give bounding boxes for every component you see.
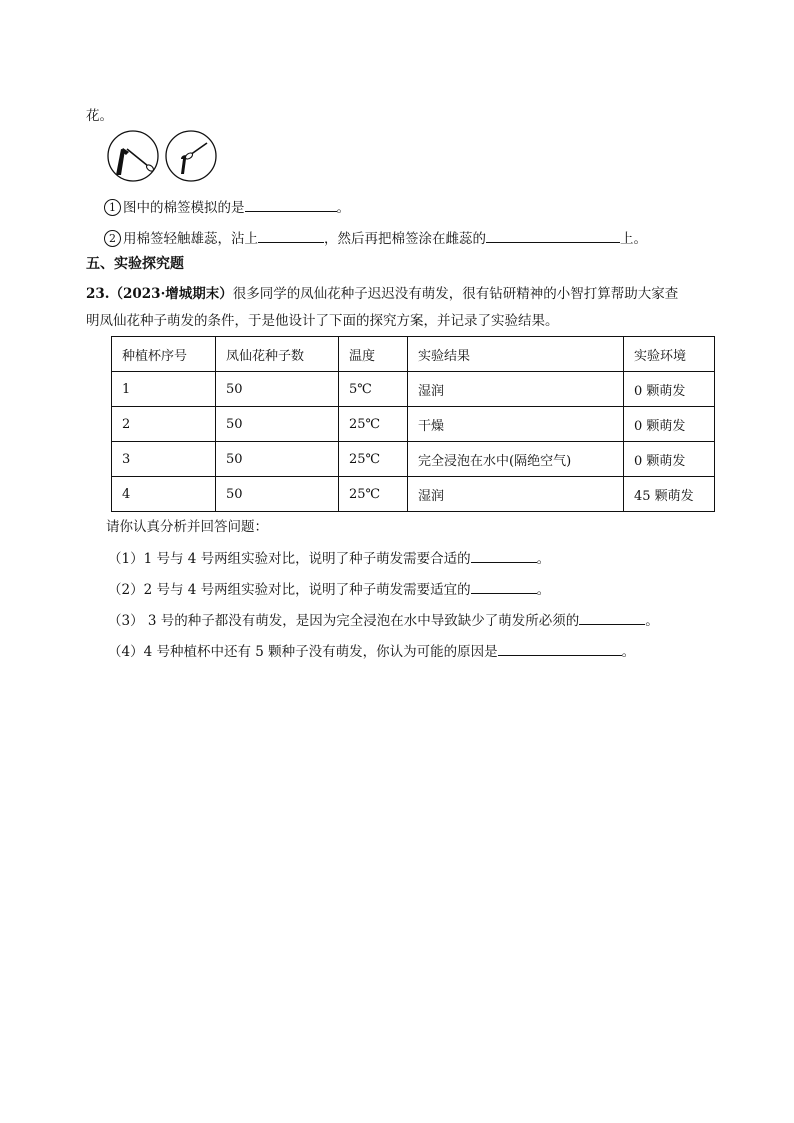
table-cell: 50 — [216, 372, 339, 407]
cotton-swab-on-pistil-icon — [166, 131, 216, 181]
problem-source: （2023·增城期末） — [109, 286, 233, 302]
table-header: 温度 — [339, 337, 408, 372]
table-header: 实验环境 — [624, 337, 715, 372]
answer-blank-q1[interactable] — [471, 549, 537, 563]
table-row — [112, 372, 715, 407]
table-row — [112, 407, 715, 442]
analysis-prompt: 请你认真分析并回答问题： — [106, 519, 268, 535]
table-header-row — [112, 337, 715, 372]
table-cell: 50 — [216, 477, 339, 512]
table-cell: 干燥 — [408, 407, 624, 442]
table-cell: 0 颗萌发 — [624, 407, 715, 442]
table-cell: 2 — [112, 407, 216, 442]
answer-blank-q4[interactable] — [498, 642, 622, 656]
table-cell: 50 — [216, 407, 339, 442]
answer-blank-q2[interactable] — [471, 580, 537, 594]
sub-question-4: （4）4 号种植杯中还有 5 颗种子没有萌发，你认为可能的原因是 。 — [108, 644, 636, 660]
pollination-figure — [104, 128, 220, 184]
table-cell: 3 — [112, 442, 216, 477]
question-1-number: 1 — [104, 199, 121, 216]
table-cell: 4 — [112, 477, 216, 512]
table-cell: 45 颗萌发 — [624, 477, 715, 512]
problem-number: 23. — [86, 286, 110, 302]
answer-blank-2a[interactable] — [258, 229, 324, 243]
table-header: 凤仙花种子数 — [216, 337, 339, 372]
table-cell: 0 颗萌发 — [624, 442, 715, 477]
answer-blank-1[interactable] — [245, 198, 337, 212]
table-cell: 25℃ — [339, 407, 408, 442]
problem-line-2: 明凤仙花种子萌发的条件，于是他设计了下面的探究方案，并记录了实验结果。 — [86, 313, 559, 329]
intro-fragment: 花。 — [86, 108, 113, 124]
table-row — [112, 477, 715, 512]
answer-blank-2b[interactable] — [486, 229, 620, 243]
table-header: 种植杯序号 — [112, 337, 216, 372]
section-title: 五、实验探究题 — [86, 256, 184, 272]
table-row — [112, 442, 715, 477]
question-1-text: 图中的棉签模拟的是 — [123, 200, 245, 216]
question-2-text-a: 用棉签轻触雄蕊，沾上 — [123, 231, 258, 247]
cotton-swab-on-stamen-icon — [108, 131, 158, 181]
table-cell: 湿润 — [408, 372, 624, 407]
table-cell: 1 — [112, 372, 216, 407]
sub-question-2: （2）2 号与 4 号两组实验对比，说明了种子萌发需要适宜的 。 — [108, 582, 551, 598]
table-cell: 0 颗萌发 — [624, 372, 715, 407]
question-2-number: 2 — [104, 230, 121, 247]
table-cell: 25℃ — [339, 477, 408, 512]
table-cell: 湿润 — [408, 477, 624, 512]
table-cell: 25℃ — [339, 442, 408, 477]
table-header: 实验结果 — [408, 337, 624, 372]
experiment-table — [111, 336, 715, 512]
problem-line-1: 23.（2023·增城期末）很多同学的凤仙花种子迟迟没有萌发，很有钻研精神的小智打算帮助大家查 — [86, 286, 679, 302]
sub-question-3: （3） 3 号的种子都没有萌发，是因为完全浸泡在水中导致缺少了萌发所必须的 。 — [108, 613, 659, 629]
table-cell: 完全浸泡在水中(隔绝空气) — [408, 442, 624, 477]
question-2: 2 用棉签轻触雄蕊，沾上 ，然后再把棉签涂在雌蕊的 上。 — [104, 227, 647, 247]
answer-blank-q3[interactable] — [579, 611, 645, 625]
question-2-text-b: ，然后再把棉签涂在雌蕊的 — [324, 231, 486, 247]
table-cell: 5℃ — [339, 372, 408, 407]
sub-question-1: （1）1 号与 4 号两组实验对比，说明了种子萌发需要合适的 。 — [108, 551, 551, 567]
table-cell: 50 — [216, 442, 339, 477]
question-1: 1 图中的棉签模拟的是 。 — [104, 196, 350, 216]
